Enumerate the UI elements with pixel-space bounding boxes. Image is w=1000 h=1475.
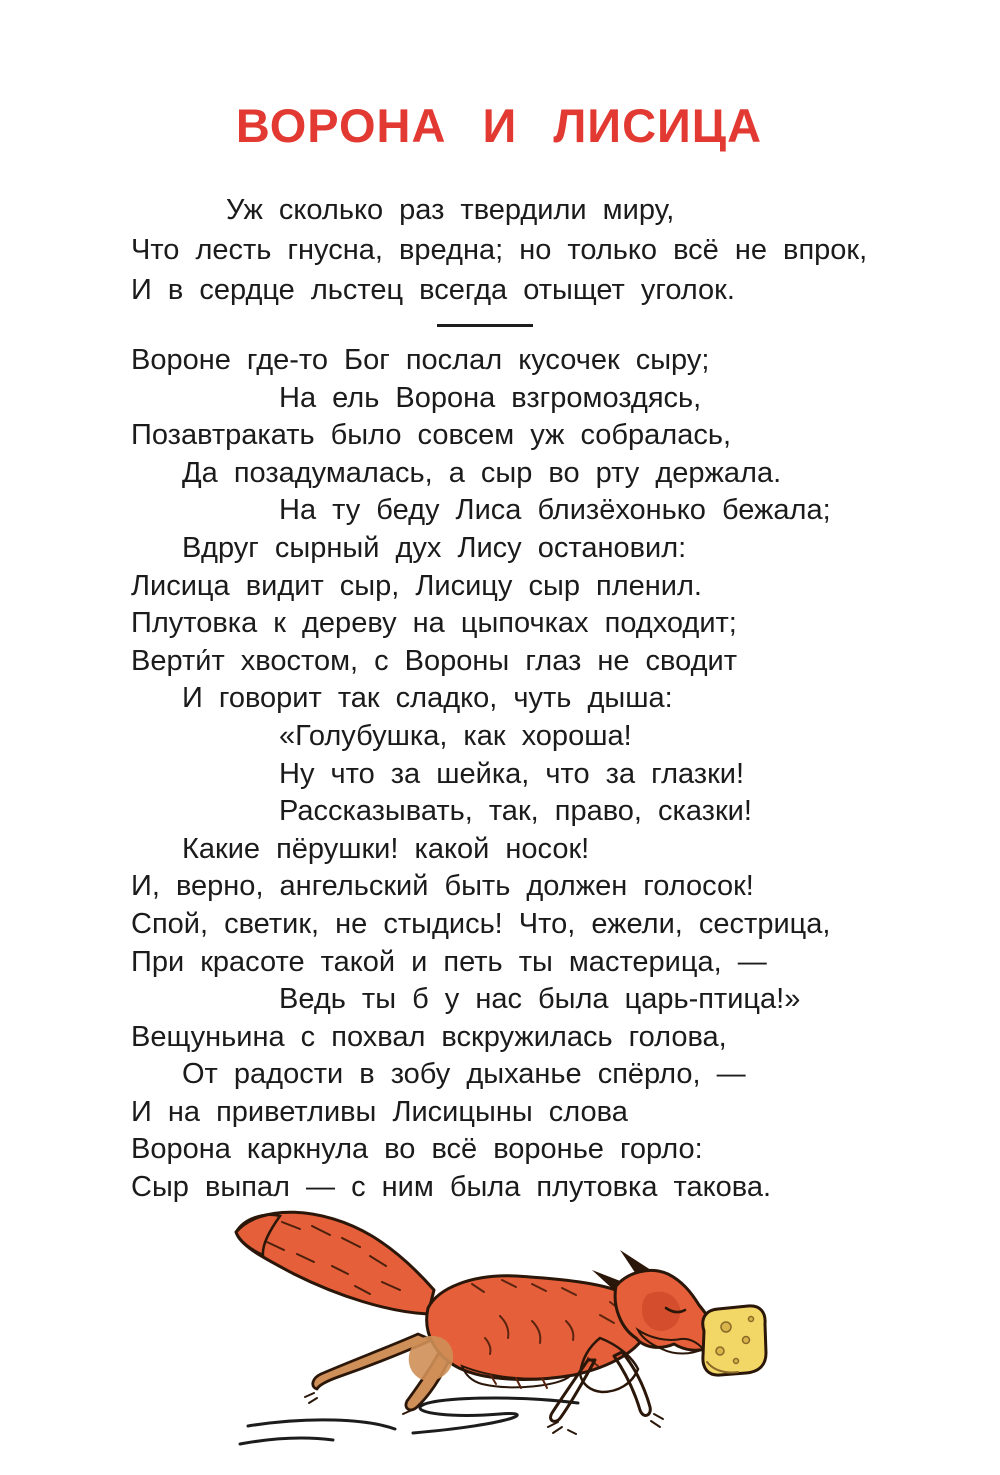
stanza-fable [131,342,901,1207]
poem-line: «Голубушка, как хороша! [279,719,632,752]
poem-line: От радости в зобу дыханье спёрло, — [182,1058,746,1091]
poem [131,190,901,1207]
stanza-moral [131,190,901,310]
poem-line: Какие пёрушки! какой носок! [182,832,590,865]
poem-line: Вдруг сырный дух Лису остановил: [182,531,687,564]
poem-line: Рассказывать, так, право, сказки! [279,795,752,828]
poem-line: Вороне где-то Бог послал кусочек сыру; [131,344,710,376]
poem-line: На ель Ворона взгромоздясь, [279,381,702,414]
poem-line: Уж сколько раз твердили миру, [226,194,675,226]
poem-line: И говорит так сладко, чуть дыша: [182,682,673,715]
poem-line: Верти́т хвостом, с Вороны глаз не сводит [131,644,738,677]
poem-line: Ну что за шейка, что за глазки! [279,757,745,790]
cheese-icon [703,1306,766,1375]
running-fox-with-cheese-illustration [170,1188,870,1450]
poem-line: Да позадумалась, а сыр во рту держала. [182,456,782,489]
poem-line: На ту беду Лиса близёхонько бежала; [279,494,831,527]
poem-line: Сыр выпал — с ним была плутовка такова. [131,1171,772,1204]
poem-line: Плутовка к дереву на цыпочках подходит; [131,607,737,640]
poem-line: И, верно, ангельский быть должен голосок! [131,870,754,903]
poem-line: Вещуньина с похвал вскружилась голова, [131,1020,727,1053]
fox-body [409,1276,649,1388]
poem-line: Спой, светик, не стыдись! Что, ежели, сестрица, [131,907,831,940]
poem-line: При красоте такой и петь ты мастерица, — [131,945,767,978]
fox-tail [236,1212,434,1314]
section-divider [437,324,533,327]
poem-line: Ведь ты б у нас была царь-птица!» [279,983,801,1016]
poem-line: Ворона каркнула во всё воронье горло: [131,1133,703,1166]
page-title: ВОРОНА И ЛИСИЦА [235,99,763,152]
poem-line: И на приветливы Лисицыны слова [131,1095,628,1128]
poem-line: Позавтракать было совсем уж собралась, [131,419,732,452]
poem-line: И в сердце льстец всегда отыщет уголок. [131,274,735,306]
poem-line: Лисица видит сыр, Лисицу сыр пленил. [131,569,702,602]
poem-line: Что лесть гнусна, вредна; но только всё не впрок, [131,234,868,266]
